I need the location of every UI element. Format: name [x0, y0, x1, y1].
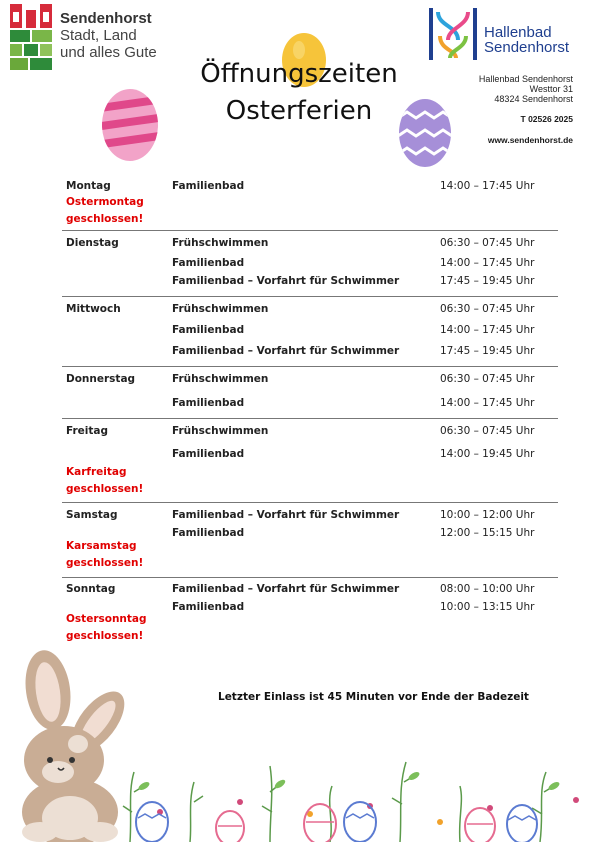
hallenbad-logo — [428, 4, 588, 62]
session-name: Familienbad – Vorfahrt für Schwimmer — [172, 275, 400, 287]
address-street: Westtor 31 — [529, 84, 573, 94]
logo-right-line1: Hallenbad — [484, 24, 552, 41]
session-time: 14:00 – 17:45 Uhr — [440, 257, 535, 269]
city-coat-of-arms-icon — [8, 4, 54, 70]
day-row-samstag — [62, 503, 558, 578]
session-time: 06:30 – 07:45 Uhr — [440, 303, 535, 315]
day-name: Montag — [66, 180, 111, 192]
session-name: Familienbad – Vorfahrt für Schwimmer — [172, 583, 400, 595]
session-time: 08:00 – 10:00 Uhr — [440, 583, 535, 595]
floral-egg-border — [120, 752, 595, 842]
session-time: 12:00 – 15:15 Uhr — [440, 527, 535, 539]
pink-striped-egg-icon — [101, 88, 159, 162]
day-name: Dienstag — [66, 237, 119, 249]
session-name: Familienbad – Vorfahrt für Schwimmer — [172, 345, 400, 357]
address-name: Hallenbad Sendenhorst — [478, 74, 573, 84]
session-name: Familienbad – Vorfahrt für Schwimmer — [172, 509, 400, 521]
closed-notice: Karfreitag geschlossen! — [66, 466, 144, 495]
day-row-donnerstag — [62, 367, 558, 419]
session-time: 14:00 – 17:45 Uhr — [440, 180, 535, 192]
website-link[interactable]: www.sendenhorst.de — [487, 135, 573, 145]
hallenbad-mark-icon — [428, 6, 478, 62]
session-name: Familienbad — [172, 448, 245, 460]
address-city: 48324 Sendenhorst — [494, 94, 573, 104]
closed-notice: Ostersonntag geschlossen! — [66, 613, 147, 642]
closed-notice: Ostermontag geschlossen! — [66, 196, 144, 225]
session-name: Familienbad — [172, 324, 245, 336]
logo-left-line2: Stadt, Land — [60, 27, 137, 44]
address-block — [479, 74, 573, 104]
session-time: 06:30 – 07:45 Uhr — [440, 425, 535, 437]
session-name: Frühschwimmen — [172, 303, 269, 315]
logo-right-line2: Sendenhorst — [484, 39, 570, 56]
session-name: Frühschwimmen — [172, 425, 269, 437]
logo-left-line3: und alles Gute — [60, 44, 157, 61]
phone-number: T 02526 2025 — [520, 114, 573, 124]
day-row-mittwoch — [62, 297, 558, 367]
session-name: Frühschwimmen — [172, 237, 269, 249]
day-name: Freitag — [66, 425, 109, 437]
session-time: 10:00 – 13:15 Uhr — [440, 601, 535, 613]
day-name: Donnerstag — [66, 373, 136, 385]
day-row-dienstag — [62, 231, 558, 297]
logo-left-line1: Sendenhorst — [60, 10, 152, 27]
session-time: 17:45 – 19:45 Uhr — [440, 345, 535, 357]
sendenhorst-logo — [8, 4, 178, 72]
easter-bunny-illustration — [0, 648, 140, 842]
day-row-freitag — [62, 419, 558, 503]
opening-hours-table — [62, 176, 558, 654]
day-row-sonntag — [62, 578, 558, 654]
last-entry-note: Letzter Einlass ist 45 Minuten vor Ende der Badezeit — [218, 691, 529, 703]
session-name: Familienbad — [172, 601, 245, 613]
session-name: Familienbad — [172, 397, 245, 409]
session-time: 14:00 – 19:45 Uhr — [440, 448, 535, 460]
session-time: 06:30 – 07:45 Uhr — [440, 237, 535, 249]
session-name: Frühschwimmen — [172, 373, 269, 385]
session-name: Familienbad — [172, 257, 245, 269]
day-name: Mittwoch — [66, 303, 121, 315]
session-time: 17:45 – 19:45 Uhr — [440, 275, 535, 287]
title-line2: Osterferien — [225, 96, 373, 126]
session-name: Familienbad — [172, 527, 245, 539]
session-name: Familienbad — [172, 180, 245, 192]
session-time: 06:30 – 07:45 Uhr — [440, 373, 535, 385]
page-title — [170, 56, 428, 130]
session-time: 14:00 – 17:45 Uhr — [440, 324, 535, 336]
session-time: 10:00 – 12:00 Uhr — [440, 509, 535, 521]
day-row-montag — [62, 176, 558, 231]
day-name: Samstag — [66, 509, 118, 521]
day-name: Sonntag — [66, 583, 116, 595]
title-line1: Öffnungszeiten — [200, 59, 398, 89]
session-time: 14:00 – 17:45 Uhr — [440, 397, 535, 409]
closed-notice: Karsamstag geschlossen! — [66, 540, 144, 569]
